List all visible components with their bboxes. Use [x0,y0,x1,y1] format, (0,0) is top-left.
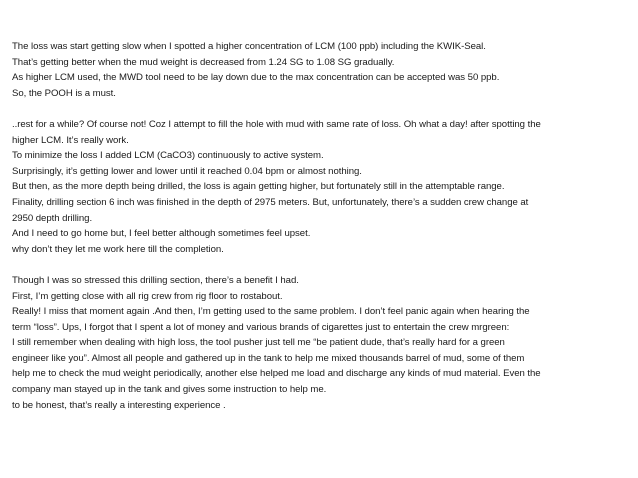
text-line: Really! I miss that moment again .And then, I’m getting used to the same problem. I don’t feel panic again when hearing the [12,306,530,318]
text-line: That’s getting better when the mud weight is decreased from 1.24 SG to 1.08 SG gradually. [12,56,395,68]
text-line: help me to check the mud weight periodically, another else helped me load and discharge any kinds of mud material. Even the [12,368,541,380]
paragraph-lcm-concentration [12,39,630,101]
text-line: higher LCM. It’s really work. [12,134,129,146]
text-line: The loss was start getting slow when I spotted a higher concentration of LCM (100 ppb) including the KWIK-Seal. [12,41,486,52]
paragraph-spacer [12,101,630,117]
text-line: company man stayed up in the tank and gives some instruction to help me. [12,384,327,396]
text-line: But then, as the more depth being drilled, the loss is again getting higher, but fortunately still in the attemptable range. [12,181,505,193]
paragraph-loss-control [12,117,630,257]
text-line: term “loss”. Ups, I forgot that I spent a lot of money and various brands of cigarettes just to entertain the crew mrgreen: [12,321,510,333]
text-line: Finality, drilling section 6 inch was finished in the depth of 2975 meters. But, unfortunately, there’s a sudden crew change at [12,196,529,208]
text-line: 2950 depth drilling. [12,212,93,224]
text-line: To minimize the loss I added LCM (CaCO3) continuously to active system. [12,150,324,162]
text-line: to be honest, that’s really a interesting experience . [12,399,226,411]
text-line: Though I was so stressed this drilling section, there’s a benefit I had. [12,274,299,286]
paragraph-benefit [12,273,630,413]
text-line: Surprisingly, it’s getting lower and lower until it reached 0.04 bpm or almost nothing. [12,165,362,177]
text-line: And I need to go home but, I feel better although sometimes feel upset. [12,228,311,240]
text-line: why don’t they let me work here till the completion. [12,243,224,255]
text-line: So, the POOH is a must. [12,87,116,99]
text-line: ..rest for a while? Of course not! Coz I attempt to fill the hole with mud with same rate of loss. Oh what a day! after spotting the [12,118,541,130]
text-line: First, I’m getting close with all rig crew from rig floor to rostabout. [12,290,283,302]
slide-body [12,39,630,413]
text-line: engineer like you”. Almost all people and gathered up in the tank to help me mixed thousands barrel of mud, some of them [12,352,525,364]
text-line: I still remember when dealing with high loss, the tool pusher just tell me “be patient dude, that’s really hard for a green [12,337,505,349]
paragraph-spacer [12,257,630,273]
text-line: As higher LCM used, the MWD tool need to be lay down due to the max concentration can be accepted was 50 ppb. [12,72,500,84]
